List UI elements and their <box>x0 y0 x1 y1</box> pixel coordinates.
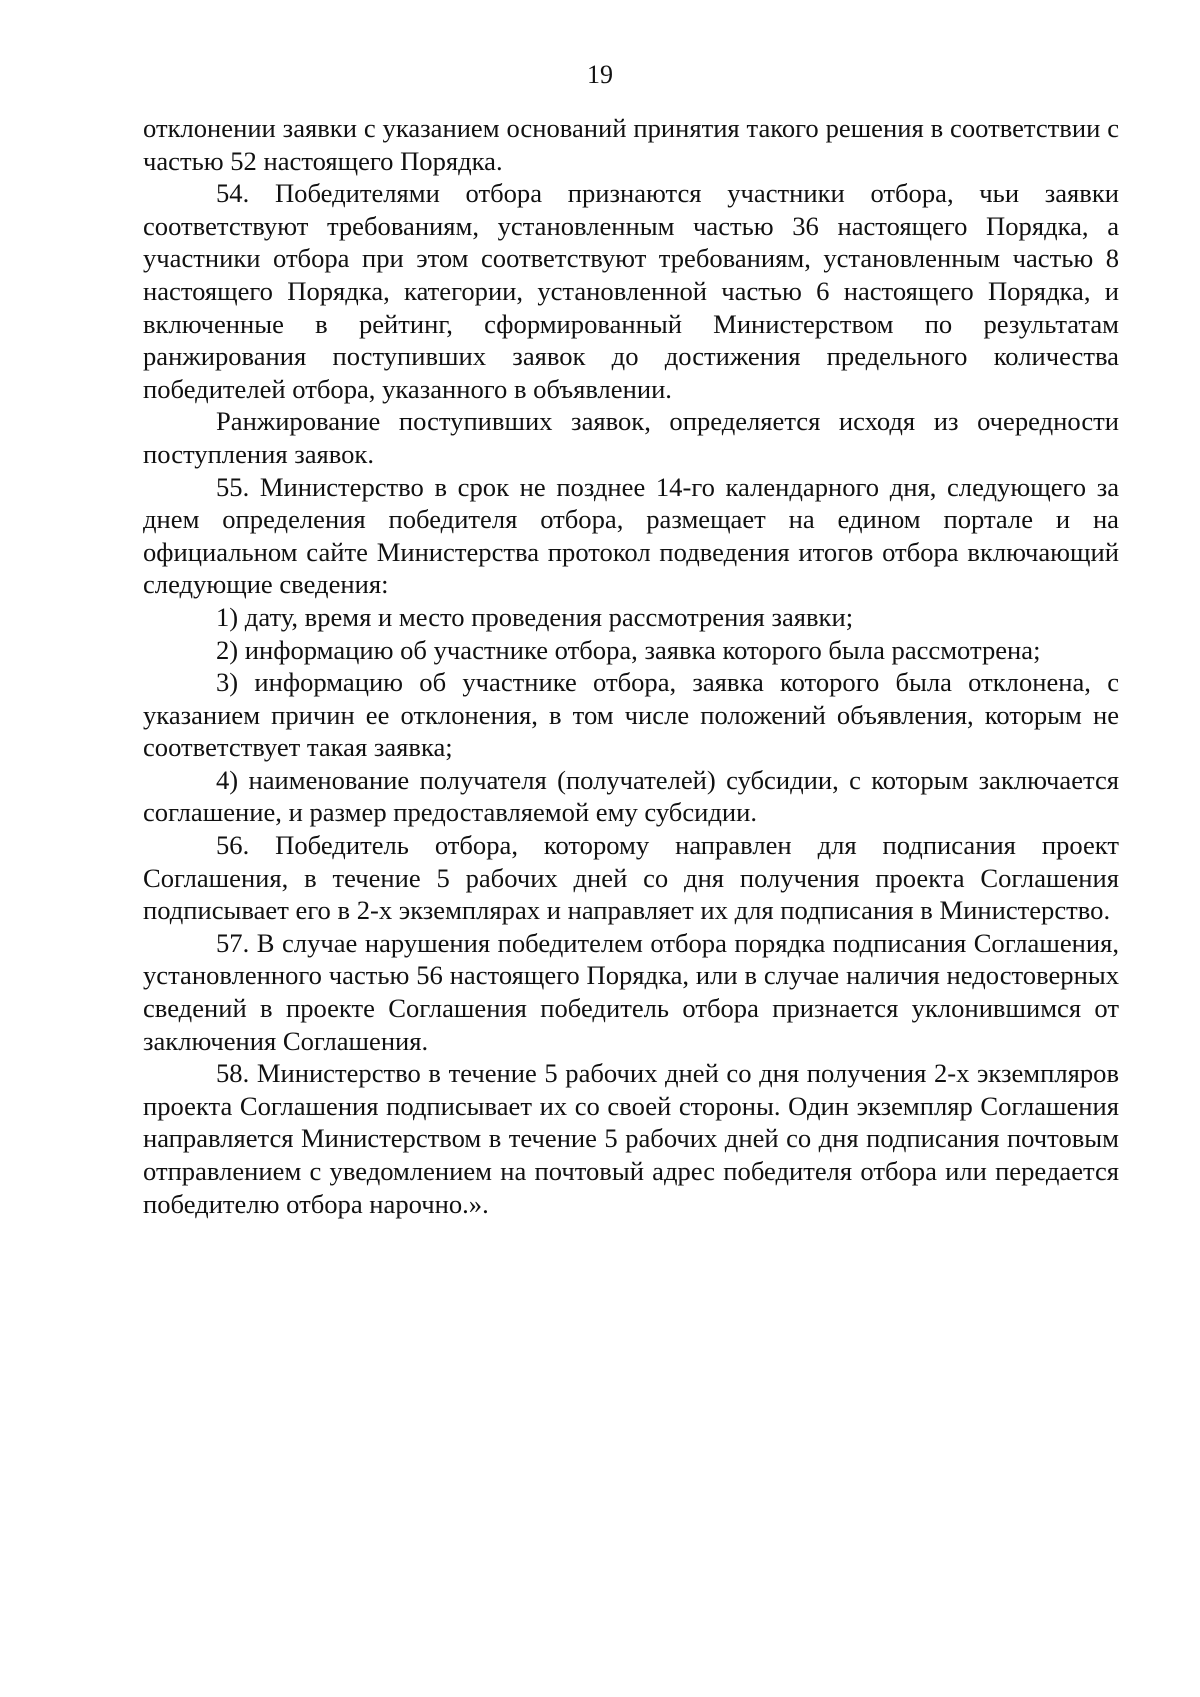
paragraph-item-55-3: 3) информацию об участнике отбора, заявка которого была отклонена, с указанием причин ее отклонения, в том числе положений объявления, которым не соответствует такая заявка; <box>143 667 1119 763</box>
paragraph-item-55-1: 1) дату, время и место проведения рассмотрения заявки; <box>216 601 854 632</box>
paragraph-item-55: 55. Министерство в срок не позднее 14-го календарного дня, следующего за днем определения победителя отбора, размещает на едином портале и на официальном сайте Министерства протокол подведения итогов отбора включающий следующие сведения: <box>143 471 1119 600</box>
paragraph-continuation: отклонении заявки с указанием оснований принятия такого решения в соответствии с частью 52 настоящего Порядка. <box>143 113 1119 176</box>
paragraph-ranking: Ранжирование поступивших заявок, определяется исходя из очередности поступления заявок. <box>143 406 1119 469</box>
paragraph-item-57: 57. В случае нарушения победителем отбора порядка подписания Соглашения, установленного частью 56 настоящего Порядка, или в случае наличия недостоверных сведений в проекте Соглашения победитель отбора признается уклонившимся от заключения Соглашения. <box>143 927 1119 1056</box>
paragraph-item-58: 58. Министерство в течение 5 рабочих дней со дня получения 2-х экземпляров проекта Соглашения подписывает их со своей стороны. Один экземпляр Соглашения направляется Министерством в течение 5 рабочих дней со дня подписания почтовым отправлением с уведомлением на почтовый адрес победителя отбора или передается победителю отбора нарочно.». <box>143 1058 1119 1219</box>
document-body <box>143 112 1119 1220</box>
paragraph-item-54: 54. Победителями отбора признаются участники отбора, чьи заявки соответствуют требованиям, установленным частью 36 настоящего Порядка, а участники отбора при этом соответствуют требованиям, установленным частью 8 настоящего Порядка, категории, установленной частью 6 настоящего Порядка, и включенные в рейтинг, сформированный Министерством по результатам ранжирования поступивших заявок до достижения предельного количества победителей отбора, указанного в объявлении. <box>143 178 1119 404</box>
page-number: 19 <box>587 60 613 89</box>
paragraph-item-55-2: 2) информацию об участнике отбора, заявка которого была рассмотрена; <box>216 634 1041 665</box>
paragraph-item-56: 56. Победитель отбора, которому направлен для подписания проект Соглашения, в течение 5 рабочих дней со дня получения проекта Соглашения подписывает его в 2-х экземплярах и направляет их для подписания в Министерство. <box>143 830 1119 926</box>
paragraph-item-55-4: 4) наименование получателя (получателей) субсидии, с которым заключается соглашение, и размер предоставляемой ему субсидии. <box>143 764 1119 828</box>
